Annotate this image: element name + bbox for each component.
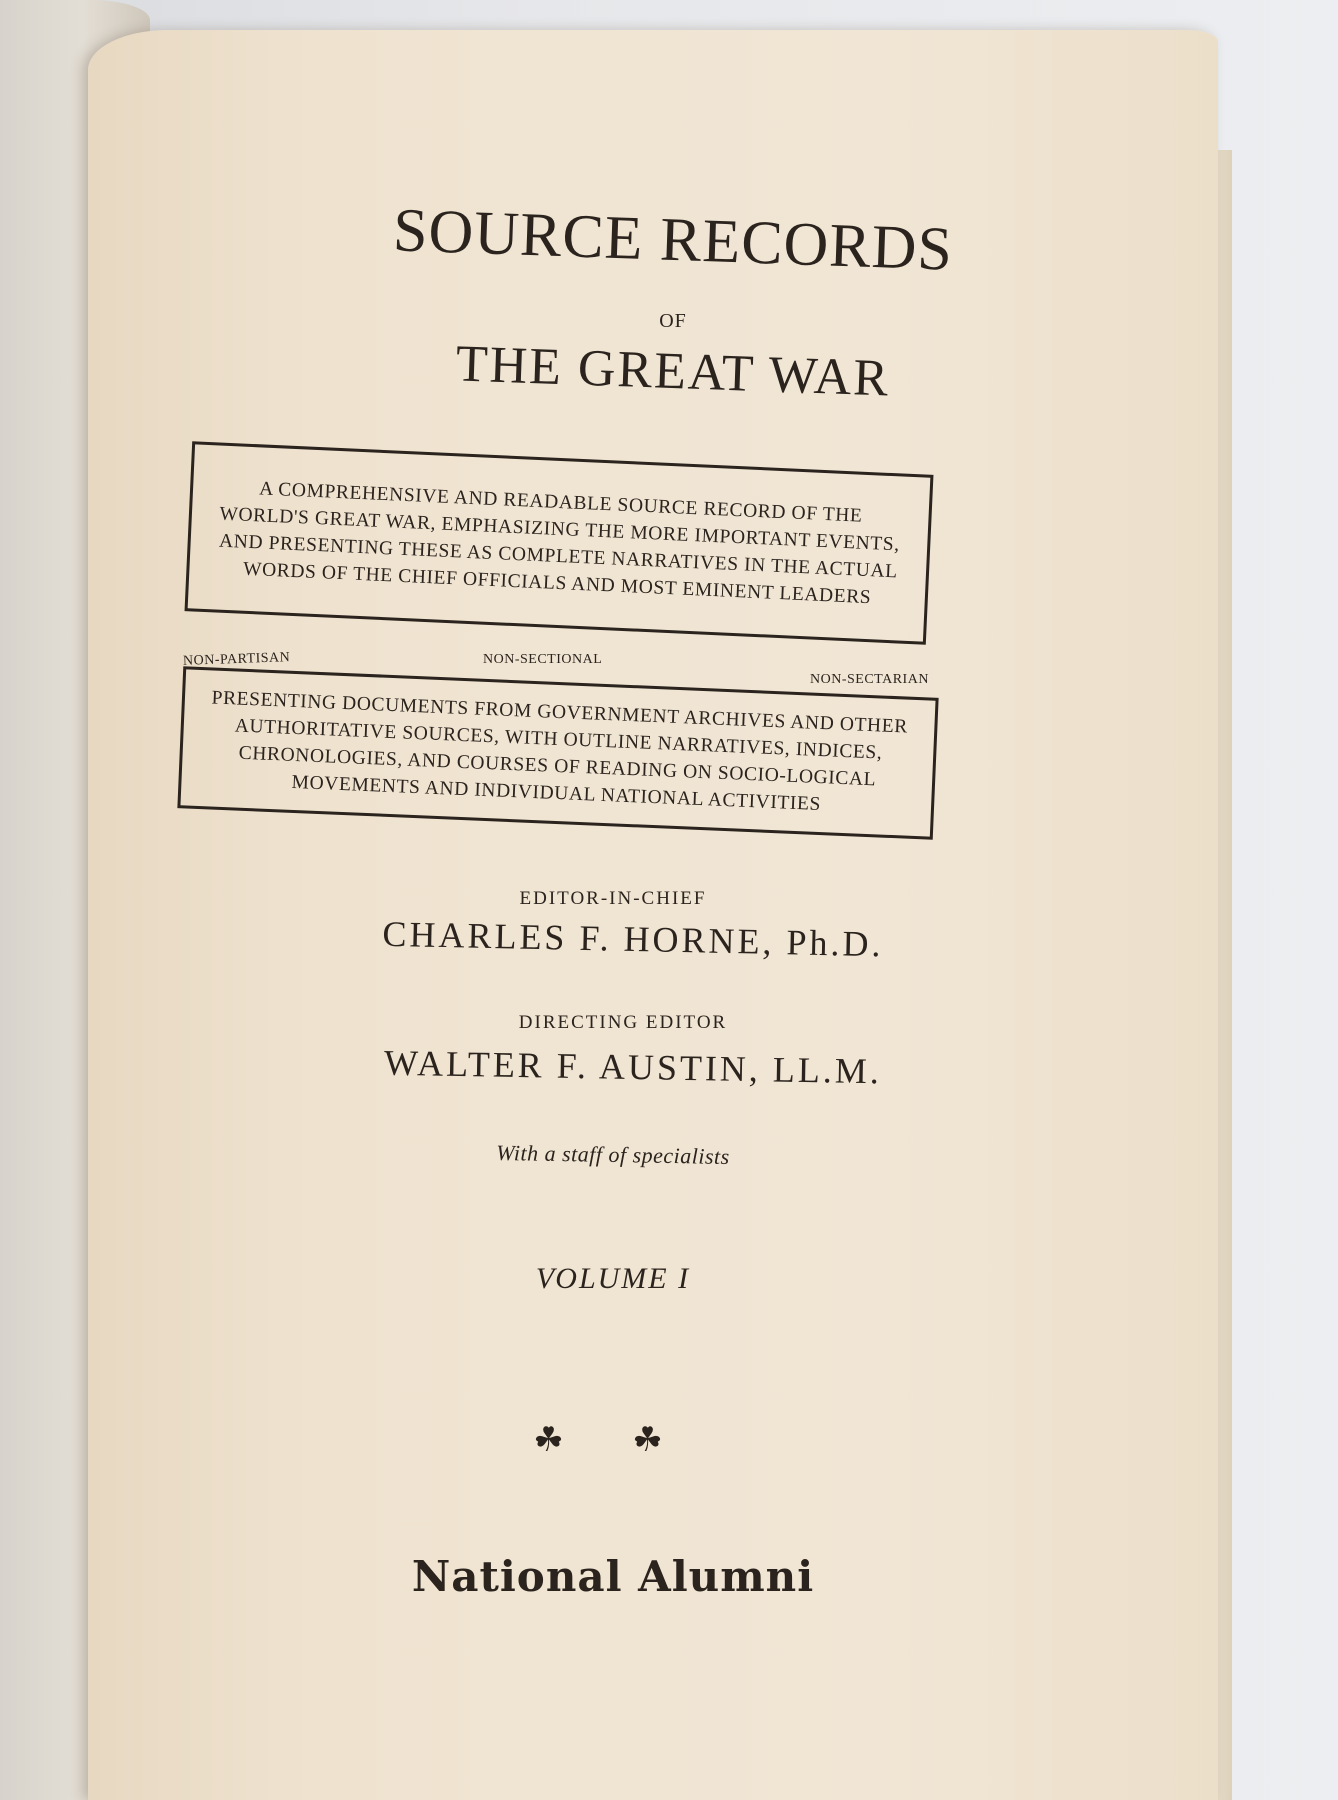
director-name: WALTER F. AUSTIN, LL.M. xyxy=(383,1042,883,1092)
description-text: A COMPREHENSIVE AND READABLE SOURCE RECORD OF THE WORLD'S GREAT WAR, EMPHASIZING THE MORE IMPORTANT EVENTS, AND PRESENTING THESE AS COMPLETE NARRATIVES IN THE ACTUAL WORDS OF THE CHIEF OFFICIALS AND MOST EMINENT LEADERS xyxy=(218,478,901,609)
volume-number: VOLUME I xyxy=(535,1262,691,1295)
tag-non-sectarian: NON-SECTARIAN xyxy=(810,672,929,687)
publisher-name: National Alumni xyxy=(411,1552,815,1601)
director-label: DIRECTING EDITOR xyxy=(518,1012,728,1033)
title-page xyxy=(88,30,1218,1800)
editor-label: EDITOR-IN-CHIEF xyxy=(519,888,707,909)
contents-text: PRESENTING DOCUMENTS FROM GOVERNMENT ARCHIVES AND OTHER AUTHORITATIVE SOURCES, WITH OUTLINE NARRATIVES, INDICES, CHRONOLOGIES, AND COURSES OF READING ON SOCIO-LOGICAL MOVEMENTS AND INDIVIDUAL NATIONAL ACTIVITIES xyxy=(211,687,909,816)
title-of: OF xyxy=(659,310,687,332)
clover-ornament-icon: ☘ ☘ xyxy=(533,1422,693,1459)
description-box xyxy=(185,441,934,644)
tag-non-partisan: NON-PARTISAN xyxy=(182,650,291,669)
tag-non-sectional: NON-SECTIONAL xyxy=(483,652,603,667)
staff-note: With a staff of specialists xyxy=(496,1139,730,1170)
contents-box xyxy=(177,666,938,840)
book-title: SOURCE RECORDS xyxy=(391,196,955,284)
editor-name: CHARLES F. HORNE, Ph.D. xyxy=(382,913,884,965)
book-subtitle: THE GREAT WAR xyxy=(454,335,892,408)
